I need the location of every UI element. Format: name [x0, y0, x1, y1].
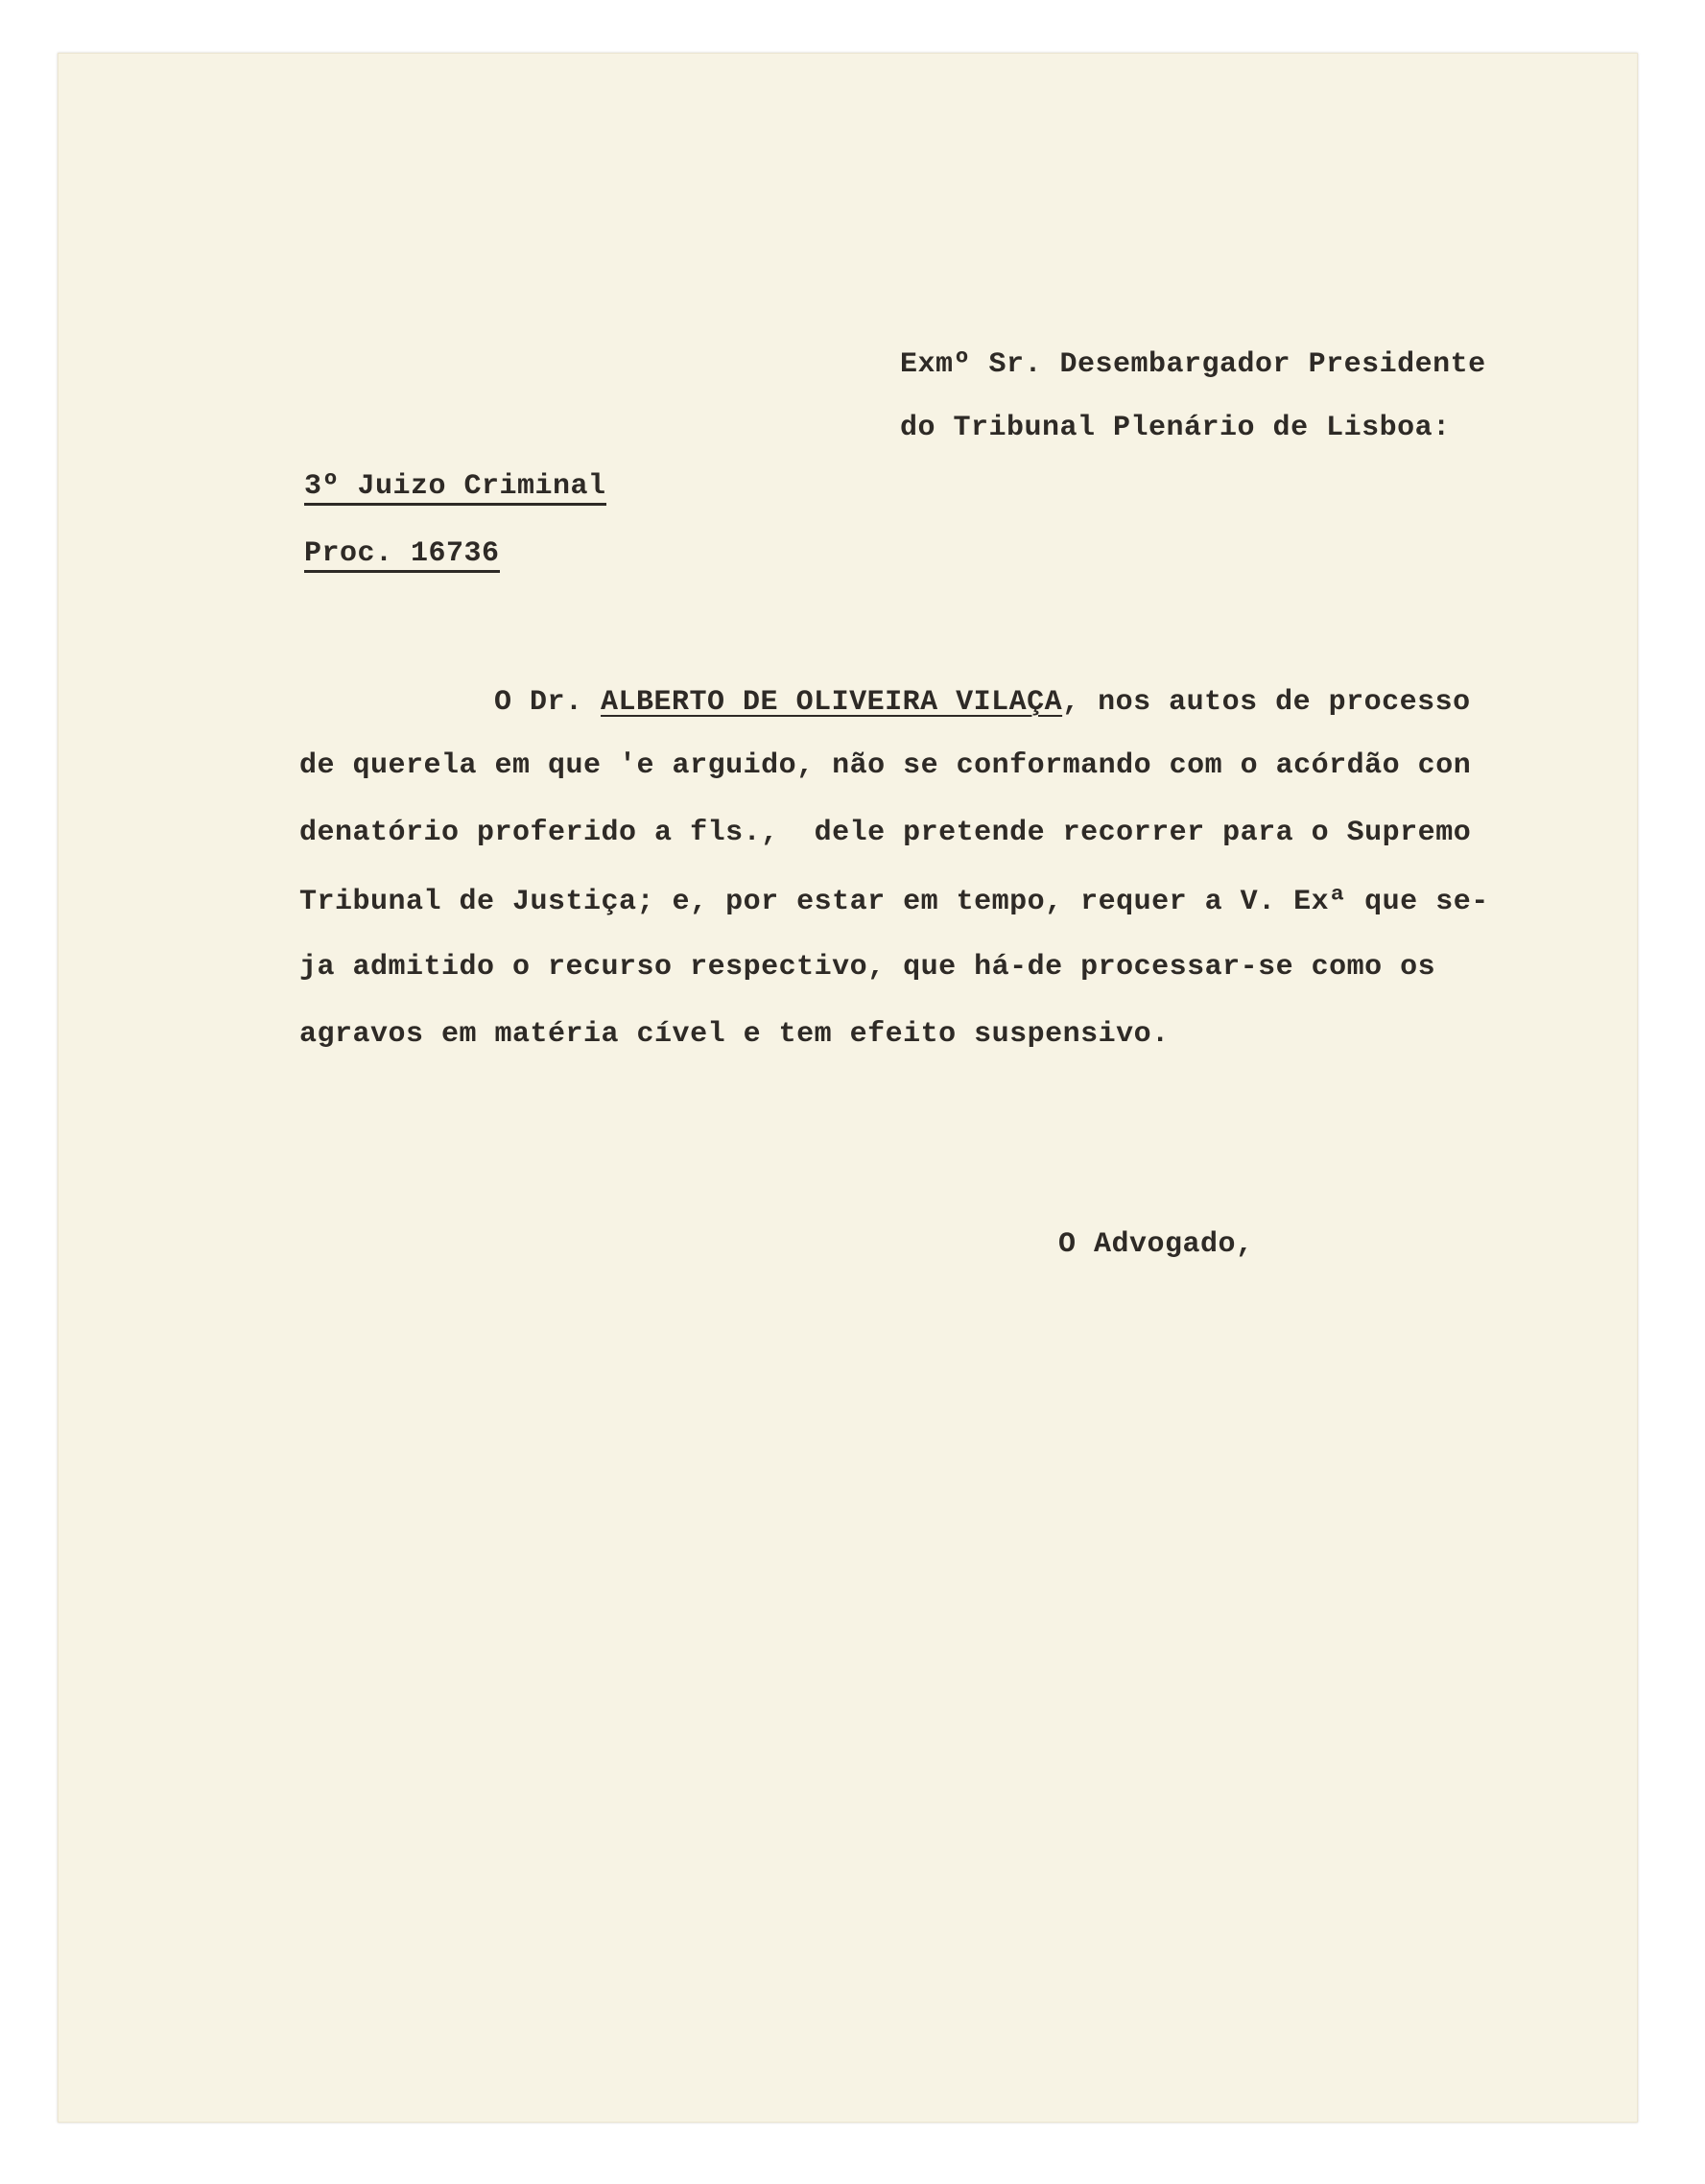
closing-signature: O Advogado, — [1058, 1228, 1254, 1261]
court-reference: 3º Juizo Criminal — [304, 472, 606, 506]
body-line-5: ja admitido o recurso respectivo, que há-de processar-se como os — [299, 951, 1436, 984]
body-line-4: Tribunal de Justiça; e, por estar em tempo, requer a V. Exª que se- — [299, 886, 1489, 918]
body-line-1-prefix: O Dr. — [494, 686, 602, 719]
addressee-line-1: Exmº Sr. Desembargador Presidente — [900, 348, 1486, 381]
body-line-2: de querela em que 'e arguido, não se conformando com o acórdão con — [299, 749, 1472, 782]
process-number: Proc. 16736 — [304, 539, 500, 573]
addressee-line-2: do Tribunal Plenário de Lisboa: — [900, 412, 1451, 444]
defendant-name: ALBERTO DE OLIVEIRA VILAÇA — [601, 686, 1063, 719]
body-line-1 — [494, 688, 1471, 717]
body-line-6: agravos em matéria cível e tem efeito suspensivo. — [299, 1018, 1170, 1051]
body-line-1-suffix: , nos autos de processo — [1062, 686, 1471, 719]
body-line-3: denatório proferido a fls., dele pretende recorrer para o Supremo — [299, 817, 1472, 849]
